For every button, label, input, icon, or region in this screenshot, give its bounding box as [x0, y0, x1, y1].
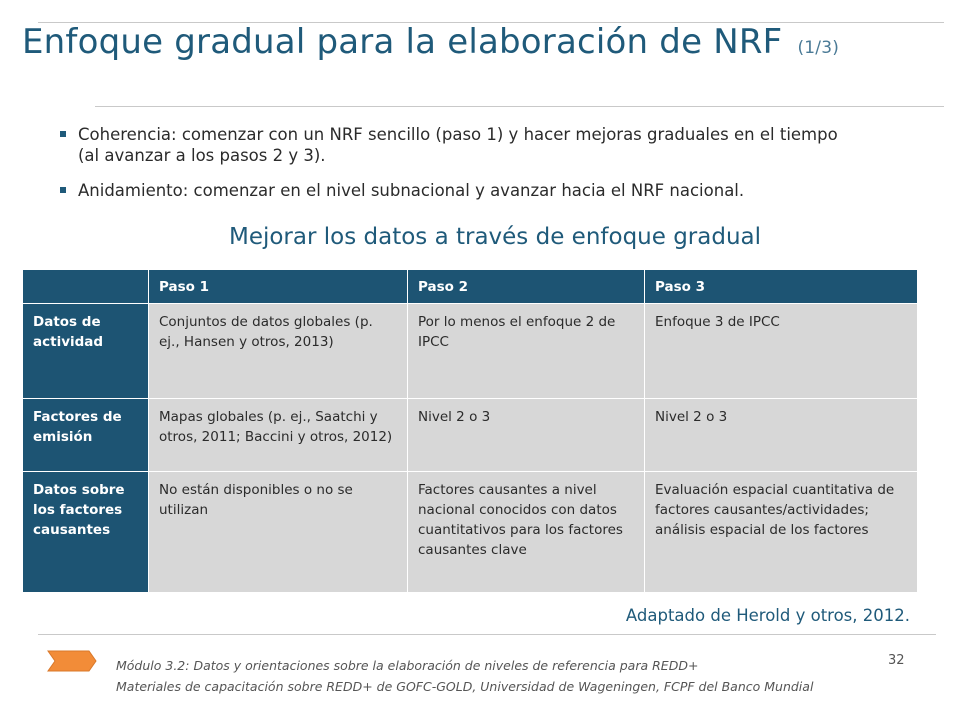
source-citation: Adaptado de Herold y otros, 2012. — [625, 606, 910, 625]
page-number: 32 — [888, 653, 905, 668]
row-header-factores-causantes: Datos sobre los factores causantes — [23, 472, 149, 593]
page-title — [22, 22, 942, 62]
footer-rule — [38, 634, 936, 635]
bullet-text: Anidamiento: comenzar en el nivel subnacional y avanzar hacia el NRF nacional. — [78, 181, 745, 200]
table-cell: Factores causantes a nivel nacional conocidos con datos cuantitativos para los factores causantes clave — [408, 472, 645, 593]
table-cell: Enfoque 3 de IPCC — [645, 304, 918, 399]
bullet-item — [60, 180, 850, 201]
table-corner-cell — [23, 270, 149, 304]
footer-line-2: Materiales de capacitación sobre REDD+ de GOFC-GOLD, Universidad de Wageningen, FCPF del Banco Mundial — [116, 679, 814, 694]
table-row — [23, 399, 918, 472]
row-header-datos-actividad: Datos de actividad — [23, 304, 149, 399]
table-cell: Evaluación espacial cuantitativa de factores causantes/actividades; análisis espacial de los factores — [645, 472, 918, 593]
bullet-text: Coherencia: comenzar con un NRF sencillo (paso 1) y hacer mejoras graduales en el tiempo (al avanzar a los pasos 2 y 3). — [78, 125, 838, 165]
column-header-paso-3: Paso 3 — [645, 270, 918, 304]
bullet-square-icon — [60, 187, 66, 193]
table-cell: No están disponibles o no se utilizan — [149, 472, 408, 593]
table-title: Mejorar los datos a través de enfoque gradual — [228, 224, 762, 250]
title-rule — [95, 106, 944, 107]
title-text: Enfoque gradual para la elaboración de NRF — [22, 22, 783, 62]
footer-text — [116, 655, 916, 697]
footer-line-1: Módulo 3.2: Datos y orientaciones sobre la elaboración de niveles de referencia para REDD+ — [116, 658, 699, 673]
table-row — [23, 472, 918, 593]
table-cell: Nivel 2 o 3 — [645, 399, 918, 472]
table-row — [23, 304, 918, 399]
column-header-paso-1: Paso 1 — [149, 270, 408, 304]
row-header-factores-emision: Factores de emisión — [23, 399, 149, 472]
title-suffix: (1/3) — [797, 38, 840, 58]
bullet-list — [60, 124, 850, 215]
table-cell: Mapas globales (p. ej., Saatchi y otros, 2011; Baccini y otros, 2012) — [149, 399, 408, 472]
arrow-chevron-icon — [47, 650, 97, 672]
table-cell: Por lo menos el enfoque 2 de IPCC — [408, 304, 645, 399]
table-cell: Conjuntos de datos globales (p. ej., Hansen y otros, 2013) — [149, 304, 408, 399]
table-header-row — [23, 270, 918, 304]
table-cell: Nivel 2 o 3 — [408, 399, 645, 472]
comparison-table — [23, 270, 918, 593]
bullet-item — [60, 124, 850, 166]
column-header-paso-2: Paso 2 — [408, 270, 645, 304]
bullet-square-icon — [60, 131, 66, 137]
